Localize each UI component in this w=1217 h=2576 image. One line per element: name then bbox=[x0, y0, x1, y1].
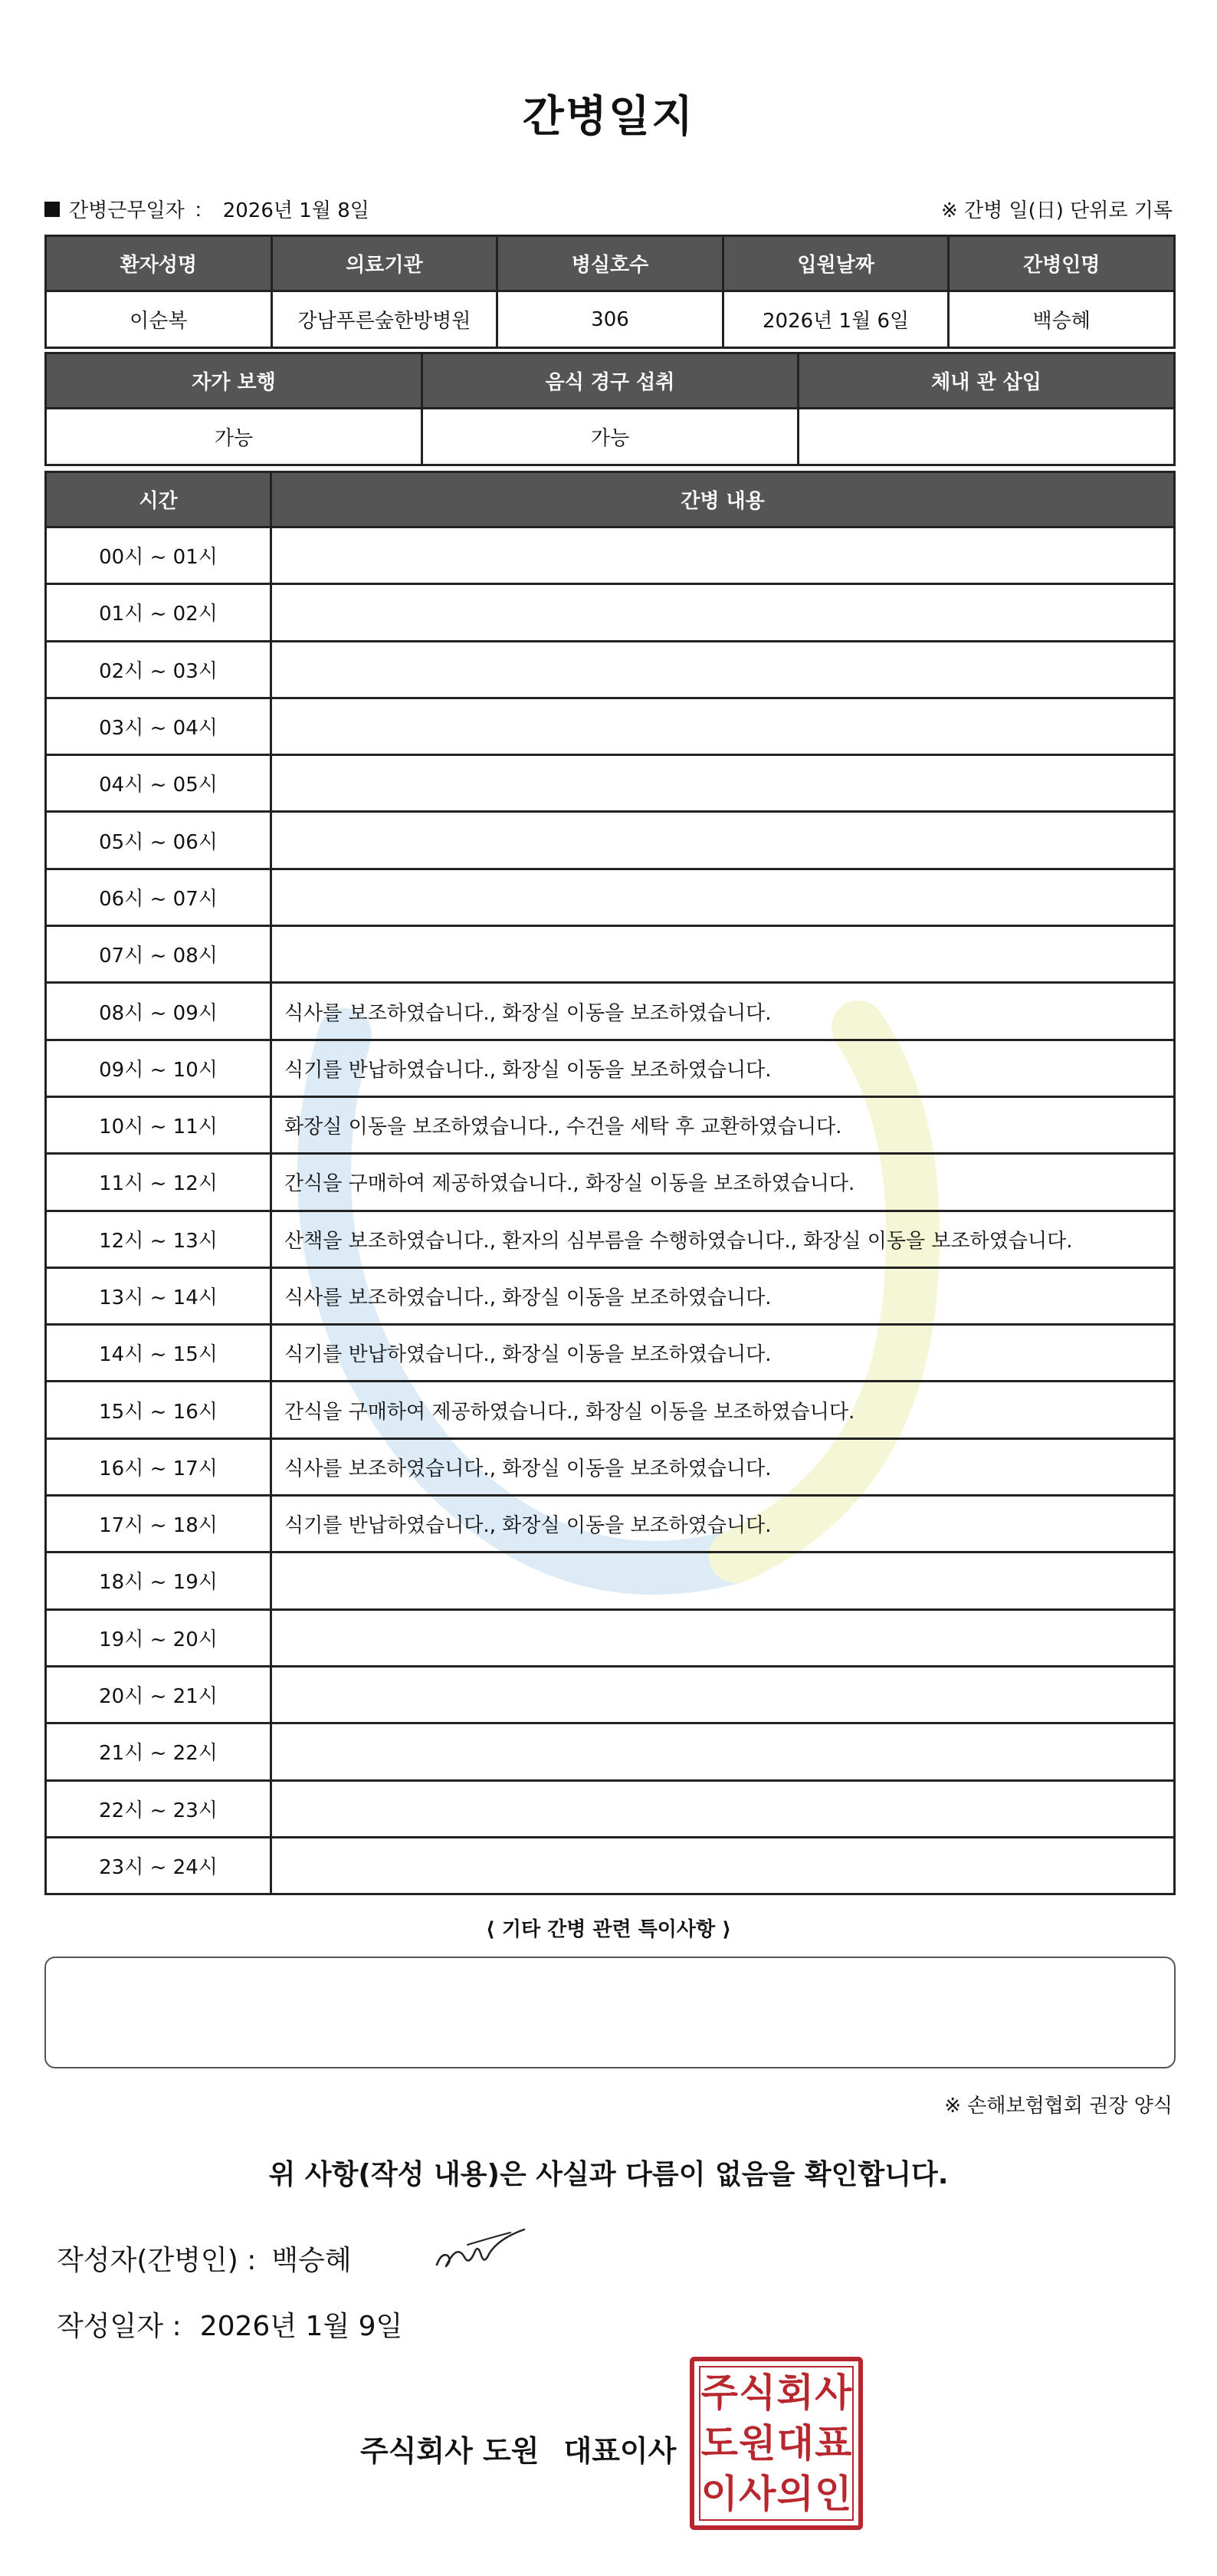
time-cell: 15시 ~ 16시 bbox=[46, 1382, 271, 1438]
handwritten-signature bbox=[434, 2222, 529, 2275]
care-content-cell bbox=[271, 812, 1175, 869]
oral-intake-cell: 가능 bbox=[422, 409, 799, 465]
time-cell: 05시 ~ 06시 bbox=[46, 812, 271, 869]
header-tube-insertion: 체내 관 삽입 bbox=[799, 353, 1175, 409]
time-cell: 22시 ~ 23시 bbox=[46, 1780, 271, 1837]
time-cell: 02시 ~ 03시 bbox=[46, 641, 271, 698]
self-walking-cell: 가능 bbox=[46, 409, 422, 465]
care-content-cell: 식기를 반납하였습니다., 화장실 이동을 보조하였습니다. bbox=[271, 1325, 1175, 1382]
header-time: 시간 bbox=[46, 472, 271, 527]
header-self-walking: 자가 보행 bbox=[46, 353, 422, 409]
table-row bbox=[46, 641, 1175, 698]
room-number-cell: 306 bbox=[497, 291, 723, 348]
care-content-cell bbox=[271, 641, 1175, 698]
time-cell: 19시 ~ 20시 bbox=[46, 1609, 271, 1666]
work-date-row bbox=[44, 195, 369, 223]
table-row bbox=[46, 1267, 1175, 1324]
table-row bbox=[46, 1723, 1175, 1780]
writer-name: 백승혜 bbox=[271, 2245, 352, 2276]
table-row bbox=[46, 1040, 1175, 1096]
table-row bbox=[46, 1325, 1175, 1382]
special-notes-box bbox=[44, 1957, 1176, 2068]
written-date-row bbox=[57, 2305, 402, 2344]
table-row bbox=[46, 584, 1175, 641]
page-title: 간병일지 bbox=[522, 92, 695, 142]
time-cell: 09시 ~ 10시 bbox=[46, 1040, 271, 1096]
table-row bbox=[46, 1552, 1175, 1609]
time-cell: 14시 ~ 15시 bbox=[46, 1325, 271, 1382]
header-oral-intake: 음식 경구 섭취 bbox=[422, 353, 799, 409]
care-content-cell bbox=[271, 755, 1175, 812]
care-content-cell: 산책을 보조하였습니다., 환자의 심부름을 수행하였습니다., 화장실 이동을 보조하였습니다. bbox=[271, 1211, 1175, 1267]
time-cell: 17시 ~ 18시 bbox=[46, 1496, 271, 1552]
writer-label: 작성자(간병인) : bbox=[57, 2245, 257, 2276]
recommendation-note: ※ 손해보험협회 권장 양식 bbox=[944, 2095, 1173, 2118]
care-log-table bbox=[44, 471, 1176, 1895]
time-cell: 23시 ~ 24시 bbox=[46, 1837, 271, 1894]
institution-cell: 강남푸른숲한방병원 bbox=[271, 291, 497, 348]
table-row bbox=[46, 527, 1175, 584]
table-header-row bbox=[46, 472, 1175, 527]
record-note: ※ 간병 일(日) 단위로 기록 bbox=[940, 199, 1173, 222]
table-row bbox=[46, 1096, 1175, 1153]
special-notes-title: ⟨ 기타 간병 관련 특이사항 ⟩ bbox=[485, 1918, 732, 1941]
care-content-cell: 간식을 구매하여 제공하였습니다., 화장실 이동을 보조하였습니다. bbox=[271, 1154, 1175, 1211]
table-row bbox=[46, 1609, 1175, 1666]
time-cell: 01시 ~ 02시 bbox=[46, 584, 271, 641]
header-room-number: 병실호수 bbox=[497, 236, 723, 291]
seal-inner-frame bbox=[699, 2366, 854, 2521]
time-cell: 21시 ~ 22시 bbox=[46, 1723, 271, 1780]
time-cell: 04시 ~ 05시 bbox=[46, 755, 271, 812]
care-content-cell bbox=[271, 1837, 1175, 1894]
work-date-value: 2026년 1월 8일 bbox=[222, 199, 369, 222]
company-seal-stamp bbox=[690, 2357, 863, 2530]
care-content-cell: 식사를 보조하였습니다., 화장실 이동을 보조하였습니다. bbox=[271, 983, 1175, 1040]
table-row bbox=[46, 1837, 1175, 1894]
header-caregiver-name: 간병인명 bbox=[949, 236, 1175, 291]
care-content-cell bbox=[271, 926, 1175, 983]
header-institution: 의료기관 bbox=[271, 236, 497, 291]
header-admission-date: 입원날짜 bbox=[723, 236, 949, 291]
seal-character: 원 bbox=[739, 2421, 776, 2466]
care-content-cell bbox=[271, 527, 1175, 584]
care-content-cell: 식기를 반납하였습니다., 화장실 이동을 보조하였습니다. bbox=[271, 1496, 1175, 1552]
seal-character: 사 bbox=[815, 2371, 852, 2415]
work-date-separator: ： bbox=[193, 199, 214, 222]
representative-title: 대표이사 bbox=[563, 2434, 677, 2468]
square-bullet-icon bbox=[44, 202, 60, 217]
time-cell: 06시 ~ 07시 bbox=[46, 869, 271, 925]
table-row bbox=[46, 926, 1175, 983]
table-row bbox=[46, 1211, 1175, 1267]
time-cell: 20시 ~ 21시 bbox=[46, 1666, 271, 1723]
company-signature-line bbox=[360, 2427, 676, 2469]
table-row bbox=[46, 409, 1175, 465]
confirmation-statement: 위 사항(작성 내용)은 사실과 다름이 없음을 확인합니다. bbox=[268, 2159, 949, 2190]
writer-row bbox=[57, 2239, 352, 2278]
time-cell: 03시 ~ 04시 bbox=[46, 698, 271, 754]
table-row bbox=[46, 1666, 1175, 1723]
patient-name-cell: 이순복 bbox=[46, 291, 272, 348]
seal-character: 대 bbox=[776, 2421, 814, 2466]
table-row bbox=[46, 291, 1175, 348]
table-row bbox=[46, 1780, 1175, 1837]
tube-insertion-cell bbox=[799, 409, 1175, 465]
written-date-value: 2026년 1월 9일 bbox=[199, 2311, 403, 2342]
time-cell: 10시 ~ 11시 bbox=[46, 1096, 271, 1153]
seal-character: 회 bbox=[776, 2371, 814, 2415]
table-row bbox=[46, 983, 1175, 1040]
seal-character: 이 bbox=[700, 2472, 738, 2516]
care-content-cell bbox=[271, 584, 1175, 641]
caregiver-name-cell: 백승혜 bbox=[949, 291, 1175, 348]
table-row bbox=[46, 1496, 1175, 1552]
header-care-content: 간병 내용 bbox=[271, 472, 1175, 527]
care-content-cell: 식기를 반납하였습니다., 화장실 이동을 보조하였습니다. bbox=[271, 1040, 1175, 1096]
care-content-cell bbox=[271, 698, 1175, 754]
time-cell: 07시 ~ 08시 bbox=[46, 926, 271, 983]
care-content-cell bbox=[271, 869, 1175, 925]
company-name: 주식회사 도원 bbox=[360, 2434, 540, 2468]
time-cell: 13시 ~ 14시 bbox=[46, 1267, 271, 1324]
time-cell: 18시 ~ 19시 bbox=[46, 1552, 271, 1609]
seal-character: 사 bbox=[739, 2472, 776, 2516]
time-cell: 12시 ~ 13시 bbox=[46, 1211, 271, 1267]
care-content-cell bbox=[271, 1780, 1175, 1837]
header-patient-name: 환자성명 bbox=[46, 236, 272, 291]
care-content-cell bbox=[271, 1552, 1175, 1609]
table-row bbox=[46, 755, 1175, 812]
table-row bbox=[46, 1154, 1175, 1211]
seal-character: 의 bbox=[776, 2472, 814, 2516]
written-date-label: 작성일자 : bbox=[57, 2311, 182, 2342]
admission-date-cell: 2026년 1월 6일 bbox=[723, 291, 949, 348]
care-content-cell: 간식을 구매하여 제공하였습니다., 화장실 이동을 보조하였습니다. bbox=[271, 1382, 1175, 1438]
work-date-label: 간병근무일자 bbox=[69, 199, 185, 222]
seal-character: 도 bbox=[700, 2421, 738, 2466]
care-content-cell: 식사를 보조하였습니다., 화장실 이동을 보조하였습니다. bbox=[271, 1267, 1175, 1324]
table-header-row bbox=[46, 353, 1175, 409]
care-content-cell bbox=[271, 1723, 1175, 1780]
time-cell: 16시 ~ 17시 bbox=[46, 1438, 271, 1495]
table-row bbox=[46, 1382, 1175, 1438]
care-content-cell: 화장실 이동을 보조하였습니다., 수건을 세탁 후 교환하였습니다. bbox=[271, 1096, 1175, 1153]
time-cell: 11시 ~ 12시 bbox=[46, 1154, 271, 1211]
table-row bbox=[46, 812, 1175, 869]
table-row bbox=[46, 869, 1175, 925]
patient-info-table bbox=[44, 235, 1176, 349]
patient-status-table bbox=[44, 352, 1176, 466]
seal-character: 표 bbox=[815, 2421, 852, 2466]
seal-character: 인 bbox=[815, 2472, 852, 2516]
time-cell: 00시 ~ 01시 bbox=[46, 527, 271, 584]
table-row bbox=[46, 698, 1175, 754]
seal-character: 식 bbox=[739, 2371, 776, 2415]
care-content-cell: 식사를 보조하였습니다., 화장실 이동을 보조하였습니다. bbox=[271, 1438, 1175, 1495]
seal-character: 주 bbox=[700, 2371, 738, 2415]
table-row bbox=[46, 1438, 1175, 1495]
time-cell: 08시 ~ 09시 bbox=[46, 983, 271, 1040]
care-content-cell bbox=[271, 1609, 1175, 1666]
table-header-row bbox=[46, 236, 1175, 291]
care-content-cell bbox=[271, 1666, 1175, 1723]
